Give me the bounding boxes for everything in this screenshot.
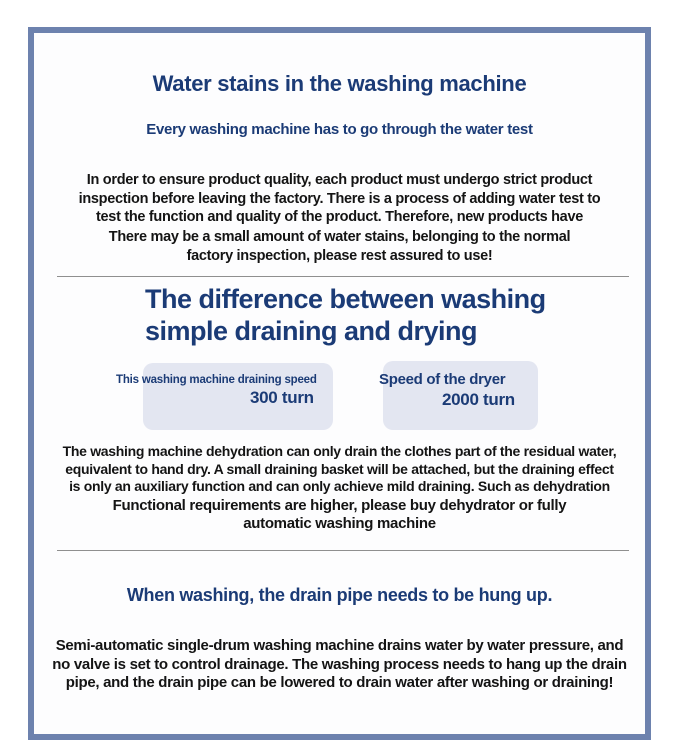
text-line: factory inspection, please rest assured to use!: [186, 247, 493, 264]
text-line: equivalent to hand dry. A small draining basket will be attached, but the draining effect: [65, 460, 614, 477]
dryer-speed-label: Speed of the dryer: [379, 371, 506, 388]
difference-paragraph-1: [34, 443, 645, 496]
difference-heading: [145, 283, 546, 347]
intro-paragraph-2: [34, 228, 645, 265]
washing-machine-speed-value: 300 turn: [250, 388, 314, 407]
text-line: is only an auxiliary function and can only achieve mild draining. Such as dehydration: [69, 478, 610, 494]
page-title: Water stains in the washing machine: [152, 71, 527, 96]
washing-machine-speed-label: This washing machine draining speed: [116, 374, 317, 386]
text-line: There may be a small amount of water stains, belonging to the normal: [108, 229, 571, 245]
text-line: The washing machine dehydration can only drain the clothes part of the residual water,: [62, 443, 617, 459]
difference-paragraph-2: [34, 497, 645, 533]
text-line: inspection before leaving the factory. There is a process of adding water test to: [78, 190, 601, 207]
text-line: test the function and quality of the product. Therefore, new products have: [96, 209, 583, 225]
page-subtitle: Every washing machine has to go through the water test: [146, 121, 533, 138]
text-line: Functional requirements are higher, please buy dehydrator or fully: [112, 497, 567, 514]
drain-pipe-paragraph: [34, 637, 645, 693]
text-line: Semi-automatic single-drum washing machine drains water by water pressure, and: [55, 637, 624, 654]
section-divider: [57, 276, 629, 277]
intro-paragraph-1: [34, 171, 645, 227]
dryer-speed-value: 2000 turn: [442, 390, 515, 409]
text-line: pipe, and the drain pipe can be lowered to drain water after washing or draining!: [65, 674, 614, 691]
section-divider: [57, 550, 629, 551]
content-frame: [28, 27, 651, 740]
heading-line: simple draining and drying: [145, 316, 478, 346]
text-line: In order to ensure product quality, each product must undergo strict product: [86, 172, 593, 188]
text-line: automatic washing machine: [243, 515, 436, 532]
text-line: no valve is set to control drainage. The washing process needs to hang up the drain: [52, 655, 627, 673]
heading-line: The difference between washing: [145, 284, 546, 314]
drain-pipe-heading: When washing, the drain pipe needs to be hung up.: [126, 585, 553, 605]
